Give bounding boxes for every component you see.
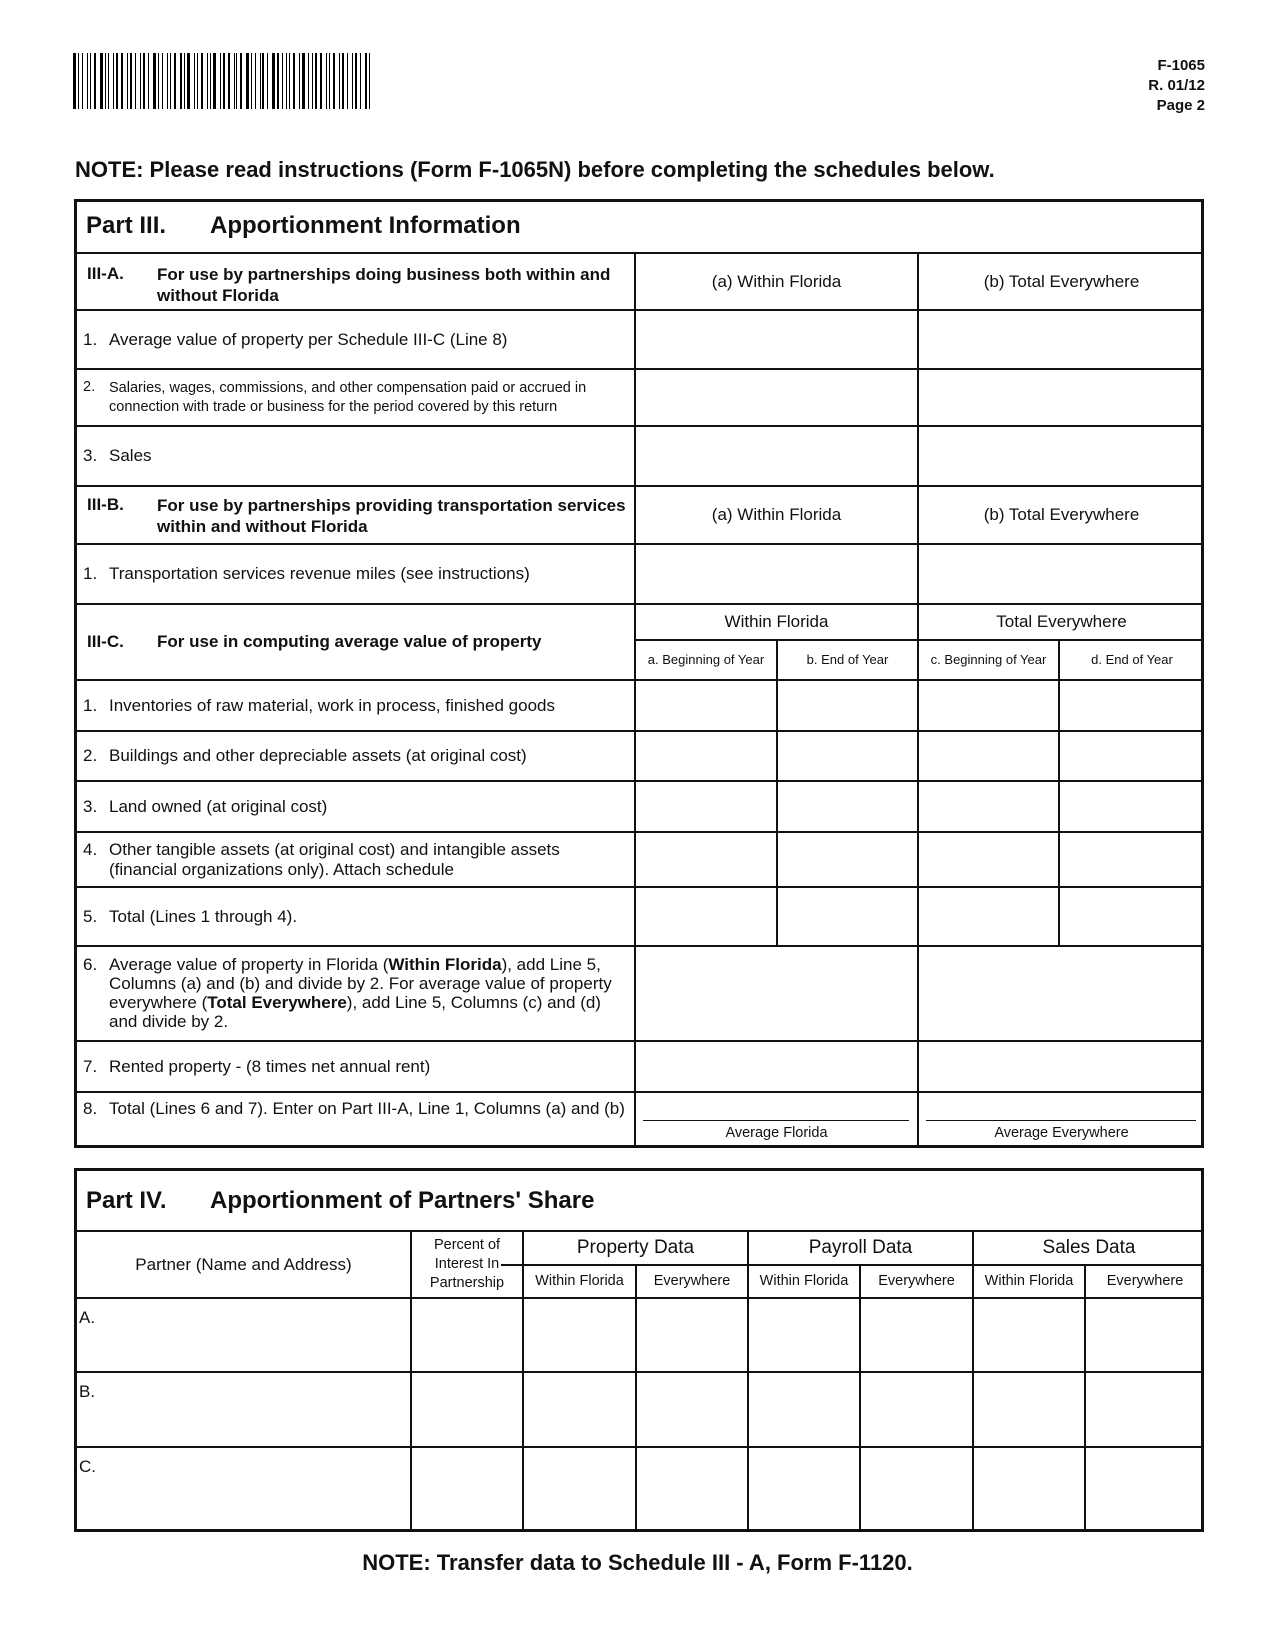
partner-a-property-within-field[interactable] <box>524 1299 635 1371</box>
iiia-line-1-within-florida[interactable] <box>636 311 917 368</box>
form-number: F-1065 <box>1157 57 1205 74</box>
iiic-line-1-col-d[interactable] <box>1060 681 1204 730</box>
iiib-line-1-total-everywhere[interactable] <box>919 545 1204 603</box>
iiia-line-3: 3. Sales <box>83 446 152 465</box>
partner-c-sales-everywhere-field[interactable] <box>1086 1448 1204 1528</box>
partner-b-partner-field[interactable] <box>77 1373 410 1446</box>
iiic-line-4-col-a[interactable] <box>636 833 776 886</box>
partner-c-partner-field[interactable] <box>77 1448 410 1528</box>
iiia-col-b-header: (b) Total Everywhere <box>983 271 1140 291</box>
iiib-line-1-within-florida[interactable] <box>636 545 917 603</box>
avg-florida-label: Average Florida <box>725 1125 828 1141</box>
iiia-line-1: 1. Average value of property per Schedule III-C (Line 8) <box>83 329 508 349</box>
iiib-title: For use by partnerships providing transportation services within and without Florida <box>157 496 626 536</box>
partner-b-payroll-within-field[interactable] <box>749 1373 859 1446</box>
avg-everywhere-label: Average Everywhere <box>994 1125 1129 1141</box>
partner-c-percent-field[interactable] <box>412 1448 522 1528</box>
iiia-col-a-header: (a) Within Florida <box>711 271 842 291</box>
iiic-line-1-col-b[interactable] <box>778 681 917 730</box>
avg-everywhere-line <box>926 1120 1196 1121</box>
iiic-line-2: 2. Buildings and other depreciable assets (at original cost) <box>83 746 527 765</box>
iiib-line-1: 1. Transportation services revenue miles (see instructions) <box>83 564 530 583</box>
part-4-label: Part IV. <box>86 1187 167 1214</box>
iiic-line-6-within-florida[interactable] <box>636 947 917 1040</box>
partner-a-partner-field[interactable] <box>77 1299 410 1371</box>
iiic-line-2-col-a[interactable] <box>636 732 776 780</box>
partner-b-percent-field[interactable] <box>412 1373 522 1446</box>
iiic-line-3: 3. Land owned (at original cost) <box>83 796 328 816</box>
part-3-heading: Apportionment Information <box>210 212 521 239</box>
iiic-line-1: 1. Inventories of raw material, work in process, finished goods <box>83 695 555 715</box>
iiic-line-7: 7. Rented property - (8 times net annual rent) <box>83 1056 431 1076</box>
iiic-line-8-within-florida[interactable] <box>636 1093 917 1119</box>
iiic-line-2-col-d[interactable] <box>1060 732 1204 780</box>
partner-b-payroll-everywhere-field[interactable] <box>861 1373 972 1446</box>
iiic-line-4-col-d[interactable] <box>1060 833 1204 886</box>
partner-c-sales-within-field[interactable] <box>974 1448 1084 1528</box>
iiic-line-3-col-b[interactable] <box>778 782 917 831</box>
iiib-code: III-B. <box>87 495 124 514</box>
iiic-line-2-col-c[interactable] <box>919 732 1058 780</box>
iiia-line-2-total-everywhere[interactable] <box>919 370 1204 425</box>
iiia-line-3-within-florida[interactable] <box>636 427 917 485</box>
partner-c-payroll-everywhere-field[interactable] <box>861 1448 972 1528</box>
iiic-group-within-florida: Within Florida <box>724 612 829 631</box>
note-bottom: NOTE: Transfer data to Schedule III - A, Form F-1120. <box>362 1550 913 1575</box>
iiic-code: III-C. <box>87 632 124 651</box>
partner-row-b-label: B. <box>79 1382 96 1401</box>
iiic-line-3-col-a[interactable] <box>636 782 776 831</box>
partner-c-payroll-within-field[interactable] <box>749 1448 859 1528</box>
iiia-title: For use by partnerships doing business both within and without Florida <box>157 265 611 305</box>
iiic-line-6-total-everywhere[interactable] <box>919 947 1204 1040</box>
iiia-line-2: 2. Salaries, wages, commissions, and other compensation paid or accrued in connection with trade or business for the period covered by this return <box>83 379 587 415</box>
property-everywhere-header: Everywhere <box>653 1273 731 1289</box>
iiic-line-8: 8. Total (Lines 6 and 7). Enter on Part III-A, Line 1, Columns (a) and (b) <box>83 1099 625 1118</box>
iiic-col-c-header: c. Beginning of Year <box>930 652 1047 667</box>
part-3-section <box>74 199 1204 1148</box>
part-3-label: Part III. <box>86 212 167 239</box>
iiic-line-4-col-b[interactable] <box>778 833 917 886</box>
iiic-line-6: 6. Average value of property in Florida (Within Florida), add Line 5, Columns (a) and (b) and divide by 2. For average value of property everywhere (Total Everywhere), add Line 5, Columns (c) and (d) and divide by 2. <box>83 955 612 1031</box>
iiic-line-4: 4. Other tangible assets (at original cost) and intangible assets (financial organizations only). Attach schedule <box>83 839 560 879</box>
partner-a-percent-field[interactable] <box>412 1299 522 1371</box>
iiic-line-7-total-everywhere[interactable] <box>919 1042 1204 1091</box>
page-number: Page 2 <box>1156 97 1205 114</box>
iiic-line-5: 5. Total (Lines 1 through 4). <box>83 906 298 926</box>
partner-a-payroll-everywhere-field[interactable] <box>861 1299 972 1371</box>
form-revision: R. 01/12 <box>1148 77 1205 94</box>
iiic-line-2-col-b[interactable] <box>778 732 917 780</box>
iiic-line-3-col-d[interactable] <box>1060 782 1204 831</box>
iiic-title: For use in computing average value of property <box>157 632 542 651</box>
iiic-line-5-col-d[interactable] <box>1060 888 1204 945</box>
iiic-line-1-col-a[interactable] <box>636 681 776 730</box>
part-3-title <box>86 212 521 240</box>
partner-c-property-everywhere-field[interactable] <box>637 1448 747 1528</box>
partner-b-property-everywhere-field[interactable] <box>637 1373 747 1446</box>
partner-c-property-within-field[interactable] <box>524 1448 635 1528</box>
sales-data-header: Sales Data <box>1042 1237 1136 1258</box>
iiic-line-7-within-florida[interactable] <box>636 1042 917 1091</box>
partner-b-property-within-field[interactable] <box>524 1373 635 1446</box>
partner-a-property-everywhere-field[interactable] <box>637 1299 747 1371</box>
iiia-line-2-within-florida[interactable] <box>636 370 917 425</box>
payroll-data-header: Payroll Data <box>808 1237 913 1258</box>
iiic-col-a-header: a. Beginning of Year <box>647 652 765 667</box>
iiic-col-b-header: b. End of Year <box>806 652 889 667</box>
partner-column-header: Partner (Name and Address) <box>135 1254 352 1274</box>
avg-florida-line <box>643 1120 909 1121</box>
iiic-line-5-col-a[interactable] <box>636 888 776 945</box>
iiia-line-1-total-everywhere[interactable] <box>919 311 1204 368</box>
partner-a-sales-everywhere-field[interactable] <box>1086 1299 1204 1371</box>
partner-row-c-label: C. <box>79 1457 96 1476</box>
form-identifier <box>1148 56 1205 116</box>
sales-within-florida-header: Within Florida <box>984 1273 1074 1289</box>
iiic-line-4-col-c[interactable] <box>919 833 1058 886</box>
part-4-title <box>86 1187 594 1215</box>
iiib-col-a-header: (a) Within Florida <box>711 505 842 524</box>
iiic-header <box>87 605 627 679</box>
iiic-group-total-everywhere: Total Everywhere <box>996 612 1127 631</box>
iiic-col-d-header: d. End of Year <box>1091 652 1173 667</box>
payroll-within-florida-header: Within Florida <box>759 1273 849 1289</box>
partner-b-sales-within-field[interactable] <box>974 1373 1084 1446</box>
note-top: NOTE: Please read instructions (Form F-1065N) before completing the schedules below. <box>75 157 995 182</box>
iiia-line-3-total-everywhere[interactable] <box>919 427 1204 485</box>
part-4-section <box>74 1168 1204 1532</box>
barcode <box>73 53 373 109</box>
property-within-florida-header: Within Florida <box>535 1273 624 1289</box>
property-data-header: Property Data <box>576 1237 695 1258</box>
iiic-line-3-col-c[interactable] <box>919 782 1058 831</box>
partner-b-sales-everywhere-field[interactable] <box>1086 1373 1204 1446</box>
iiia-code: III-A. <box>87 264 124 283</box>
partner-row-a-label: A. <box>79 1308 96 1327</box>
sales-everywhere-header: Everywhere <box>1106 1273 1184 1289</box>
payroll-everywhere-header: Everywhere <box>878 1273 955 1289</box>
iiic-line-8-total-everywhere[interactable] <box>919 1093 1204 1119</box>
iiib-col-b-header: (b) Total Everywhere <box>983 505 1140 524</box>
part-4-heading: Apportionment of Partners' Share <box>210 1187 595 1214</box>
iiic-line-5-col-b[interactable] <box>778 888 917 945</box>
percent-interest-column-header: Percent of Interest In Partnership <box>429 1237 505 1291</box>
iiic-line-5-col-c[interactable] <box>919 888 1058 945</box>
partner-a-sales-within-field[interactable] <box>974 1299 1084 1371</box>
iiic-line-1-col-c[interactable] <box>919 681 1058 730</box>
partner-a-payroll-within-field[interactable] <box>749 1299 859 1371</box>
